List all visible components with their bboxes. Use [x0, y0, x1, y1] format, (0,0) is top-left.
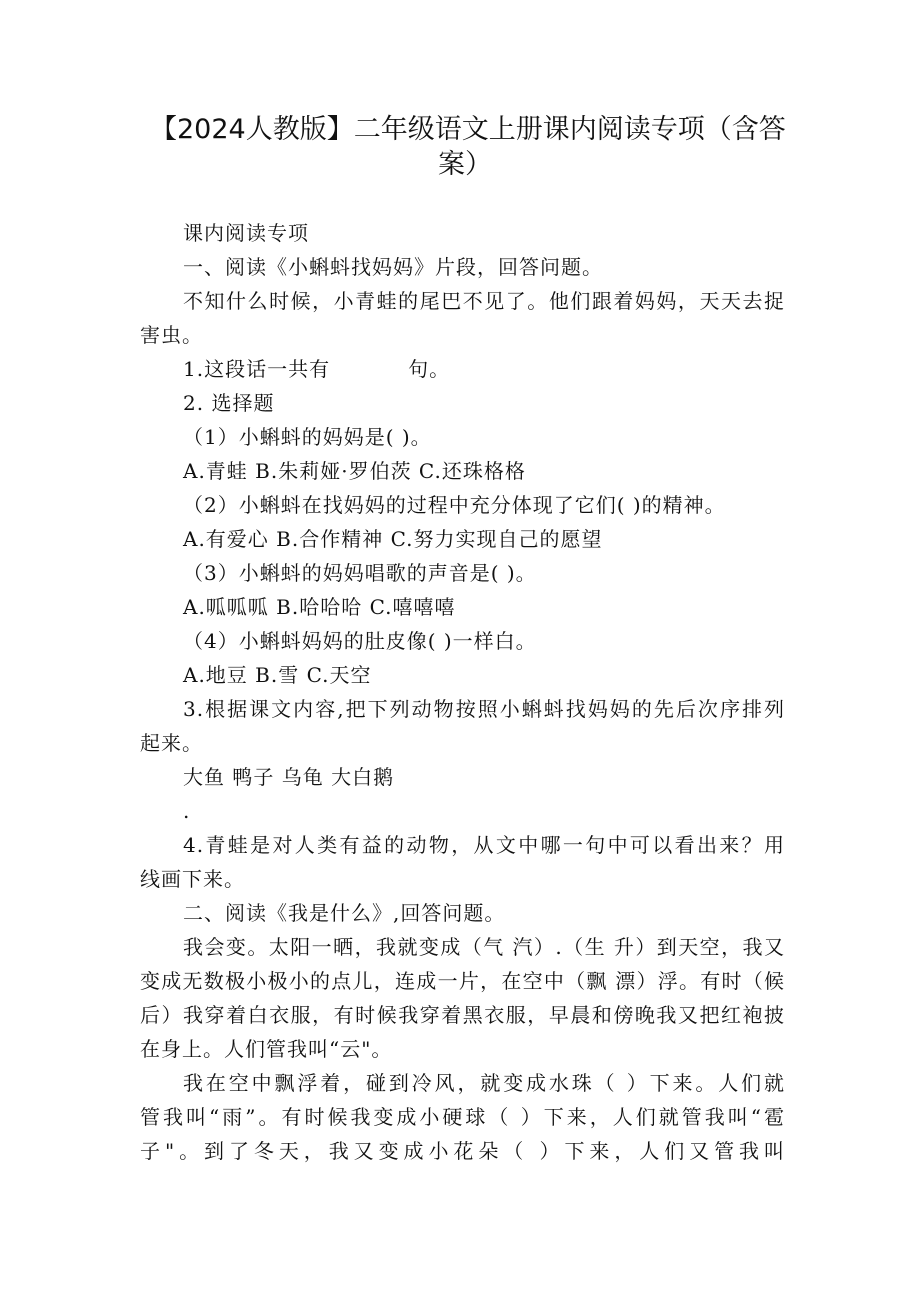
question-2-4-options: A.地豆 B.雪 C.天空 — [183, 663, 372, 687]
section-heading: 课内阅读专项 — [183, 221, 309, 245]
question-3-answer-dot: . — [183, 799, 191, 823]
part2-paragraph-1-line-4: 在身上。人们管我叫“云"。 — [140, 1037, 393, 1061]
question-3-line-1: 3.根据课文内容,把下列动物按照小蝌蚪找妈妈的先后次序排列 — [183, 697, 785, 721]
question-3-animals: 大鱼 鸭子 乌龟 大白鹅 — [183, 765, 395, 789]
part2-paragraph-2-line-1: 我在空中飘浮着，碰到冷风，就变成水珠（ ）下来。人们就 — [183, 1071, 785, 1095]
question-2-1-options: A.青蛙 B.朱莉娅·罗伯茨 C.还珠格格 — [183, 459, 526, 483]
question-2-4: （4）小蝌蚪妈妈的肚皮像( )一样白。 — [183, 629, 537, 653]
question-2-2: （2）小蝌蚪在找妈妈的过程中充分体现了它们( )的精神。 — [183, 493, 726, 517]
part1-passage-line-1: 不知什么时候，小青蛙的尾巴不见了。他们跟着妈妈，天天去捉 — [183, 289, 785, 313]
document-title — [150, 112, 810, 182]
question-1-suffix: 句。 — [408, 357, 451, 381]
title-line-1: 【2024人教版】二年级语文上册课内阅读专项（含答 — [150, 114, 786, 145]
question-4-line-2: 线画下来。 — [140, 867, 245, 891]
part2-paragraph-2-line-3: 子"。到了冬天，我又变成小花朵（ ）下来，人们又管我叫 — [140, 1139, 785, 1163]
part1-passage-line-2: 害虫。 — [140, 323, 203, 347]
question-2-3: （3）小蝌蚪的妈妈唱歌的声音是( )。 — [183, 561, 537, 585]
part2-paragraph-1-line-1: 我会变。太阳一晒，我就变成（气 汽）.（生 升）到天空，我又 — [183, 935, 785, 959]
question-2: 2. 选择题 — [183, 391, 275, 415]
part2-heading: 二、阅读《我是什么》,回答问题。 — [183, 901, 506, 925]
question-1-text: 1.这段话一共有 — [183, 357, 331, 381]
part2-paragraph-1-line-3: 后）我穿着白衣服，有时候我穿着黑衣服，早晨和傍晚我又把红袍披 — [140, 1003, 785, 1027]
part2-paragraph-1-line-2: 变成无数极小极小的点儿，连成一片，在空中（飘 漂）浮。有时（候 — [140, 969, 785, 993]
question-3-line-2: 起来。 — [140, 731, 203, 755]
part2-paragraph-2-line-2: 管我叫“雨”。有时候我变成小硬球（ ）下来，人们就管我叫“雹 — [140, 1105, 785, 1129]
title-line-2: 案） — [438, 149, 492, 180]
question-1 — [183, 355, 785, 383]
question-2-3-options: A.呱呱呱 B.哈哈哈 C.嘻嘻嘻 — [183, 595, 456, 619]
question-4-line-1: 4.青蛙是对人类有益的动物，从文中哪一句中可以看出来？用 — [183, 833, 785, 857]
question-2-1: （1）小蝌蚪的妈妈是( )。 — [183, 425, 432, 449]
question-2-2-options: A.有爱心 B.合作精神 C.努力实现自己的愿望 — [183, 527, 603, 551]
part1-heading: 一、阅读《小蝌蚪找妈妈》片段，回答问题。 — [183, 255, 603, 279]
